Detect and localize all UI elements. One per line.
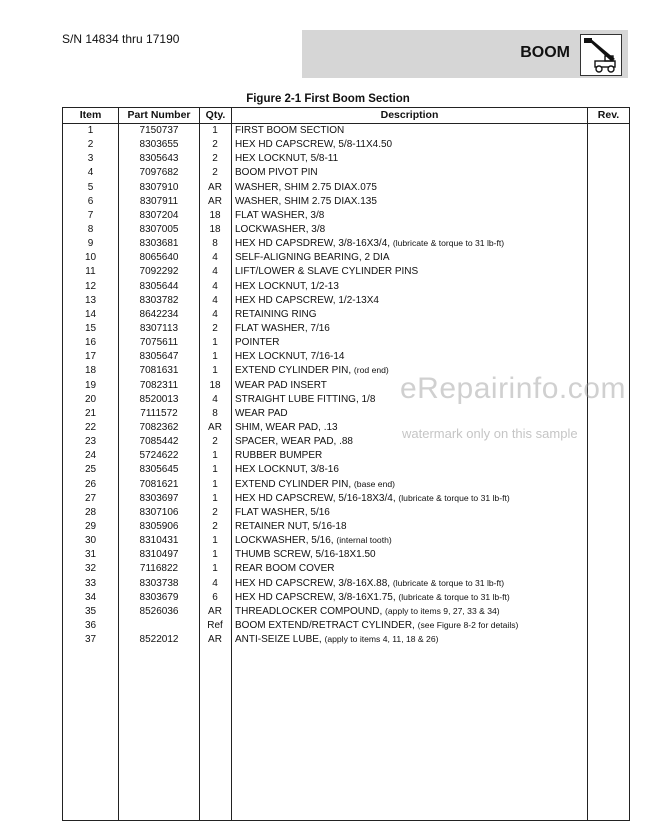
description-text: FIRST BOOM SECTION	[235, 125, 345, 136]
description-note: (apply to items 4, 11, 18 & 26)	[324, 634, 439, 645]
description-text: HEX LOCKNUT, 5/8-11	[235, 153, 339, 165]
description-text: RUBBER BUMPER	[235, 450, 323, 462]
description	[235, 224, 585, 235]
description	[235, 167, 585, 178]
item-number: 28	[84, 506, 97, 518]
part-number: 8522012	[139, 634, 179, 646]
description-text: HEX HD CAPSCREW, 5/8-11X4.50	[235, 139, 393, 151]
part-number: 7097682	[139, 167, 179, 179]
item-number: 36	[84, 619, 97, 631]
part-number: 7111572	[140, 407, 178, 419]
description-note: (lubricate & torque to 31 lb-ft)	[392, 238, 505, 249]
description	[235, 351, 585, 362]
table-row	[63, 252, 629, 266]
table-row	[63, 563, 629, 577]
quantity: AR	[208, 195, 222, 207]
item-number: 15	[84, 322, 97, 334]
part-number: 8526036	[139, 605, 179, 617]
table-row	[63, 224, 629, 238]
part-number: 7082362	[139, 421, 179, 433]
description-text: HEX HD CAPSCREW, 3/8-16X1.75,	[235, 591, 399, 603]
quantity: 18	[209, 223, 221, 235]
description	[235, 408, 585, 419]
part-number: 8307106	[139, 506, 179, 518]
table-row	[63, 153, 629, 167]
quantity: 4	[212, 577, 218, 589]
description-text: FLAT WASHER, 3/8	[235, 209, 325, 221]
table-row	[63, 479, 629, 493]
quantity: 1	[212, 535, 218, 547]
table-row	[63, 606, 629, 620]
description-text: RETAINING RING	[235, 308, 317, 320]
description-note: (base end)	[353, 478, 396, 489]
item-number: 16	[84, 337, 97, 349]
item-number: 11	[85, 266, 96, 278]
description	[235, 592, 585, 603]
description	[235, 252, 585, 263]
parts-table	[62, 107, 630, 821]
description-note: (rod end)	[353, 365, 389, 376]
description-text: HEX HD CAPSDREW, 3/8-16X3/4,	[235, 238, 393, 250]
quantity: 1	[212, 351, 218, 363]
item-number: 4	[87, 167, 94, 179]
table-row	[63, 139, 629, 153]
quantity: 1	[212, 549, 218, 561]
part-number: 7150737	[139, 125, 179, 136]
quantity: 8	[212, 407, 218, 419]
header-description: Description	[380, 109, 439, 121]
table-row	[63, 337, 629, 351]
description-text: RETAINER NUT, 5/16-18	[235, 520, 347, 532]
description-text: SELF-ALIGNING BEARING, 2 DIA	[235, 252, 390, 264]
quantity: 1	[212, 337, 218, 349]
table-row	[63, 266, 629, 280]
item-number: 19	[84, 379, 97, 391]
item-number: 25	[84, 464, 97, 476]
description-text: HEX LOCKNUT, 7/16-14	[235, 351, 345, 363]
description-note: (internal tooth)	[336, 535, 392, 546]
description	[235, 309, 585, 320]
description	[235, 323, 585, 334]
part-number: 7085442	[139, 436, 179, 448]
description	[235, 563, 585, 574]
item-number: 18	[84, 365, 97, 377]
quantity: AR	[208, 421, 222, 433]
description-text: LIFT/LOWER & SLAVE CYLINDER PINS	[235, 266, 419, 278]
quantity: AR	[208, 634, 222, 646]
description-text: POINTER	[235, 337, 280, 349]
description-note: (lubricate & torque to 31 lb-ft)	[398, 591, 510, 602]
description	[235, 620, 585, 631]
item-number: 26	[84, 478, 97, 490]
table-row	[63, 549, 629, 563]
quantity: 1	[212, 492, 218, 504]
description-text: HEX LOCKNUT, 3/8-16	[235, 464, 339, 476]
table-header	[63, 108, 629, 124]
section-header	[302, 30, 628, 78]
quantity: 1	[212, 365, 218, 377]
item-number: 17	[84, 351, 97, 363]
item-number: 20	[84, 393, 97, 405]
item-number: 32	[84, 563, 97, 575]
description-text: HEX HD CAPSCREW, 5/16-18X3/4,	[235, 492, 399, 504]
quantity: 1	[212, 125, 218, 136]
description-note: (see Figure 8-2 for details)	[417, 619, 519, 630]
table-row	[63, 167, 629, 181]
description	[235, 634, 585, 645]
item-number: 31	[84, 549, 97, 561]
item-number: 3	[87, 153, 94, 165]
quantity: 2	[212, 520, 218, 532]
item-number: 35	[84, 605, 97, 617]
quantity: 1	[212, 464, 218, 476]
part-number: 8305643	[139, 153, 179, 165]
description	[235, 507, 585, 518]
item-number: 37	[84, 634, 97, 646]
part-number: 7081631	[139, 365, 179, 377]
item-number: 7	[87, 209, 94, 221]
part-number: 8305647	[139, 351, 179, 363]
quantity: 2	[212, 139, 218, 151]
part-number: 8307910	[139, 181, 179, 193]
part-number: 8307005	[139, 223, 179, 235]
description	[235, 549, 585, 560]
part-number: 8303679	[139, 591, 179, 603]
description	[235, 464, 585, 475]
item-number: 9	[87, 238, 94, 250]
quantity: 1	[212, 478, 218, 490]
quantity: AR	[208, 605, 222, 617]
item-number: 13	[84, 294, 97, 306]
quantity: 18	[209, 209, 221, 221]
item-number: 33	[84, 577, 97, 589]
quantity: 2	[212, 153, 218, 165]
part-number: 7081621	[139, 478, 179, 490]
description-text: WEAR PAD	[235, 407, 288, 419]
part-number: 8065640	[139, 252, 179, 264]
description-text: STRAIGHT LUBE FITTING, 1/8	[235, 393, 376, 405]
item-number: 23	[84, 436, 97, 448]
quantity: 18	[209, 379, 221, 391]
part-number: 8303738	[139, 577, 179, 589]
table-row	[63, 493, 629, 507]
quantity: Ref	[207, 619, 223, 631]
header-part-number: Part Number	[127, 109, 191, 121]
header-rev: Rev.	[597, 109, 620, 121]
table-row	[63, 521, 629, 535]
description	[235, 281, 585, 292]
description-text: WASHER, SHIM 2.75 DIAX.075	[235, 181, 377, 193]
description-text: HEX HD CAPSCREW, 3/8-16X.88,	[235, 577, 393, 589]
description	[235, 493, 585, 504]
description-note: (apply to items 9, 27, 33 & 34)	[385, 605, 500, 616]
description	[235, 450, 585, 461]
item-number: 10	[84, 252, 97, 264]
quantity: 2	[212, 167, 218, 179]
item-number: 12	[84, 280, 97, 292]
description	[235, 578, 585, 589]
part-number: 8310431	[139, 535, 179, 547]
description-text: THUMB SCREW, 5/16-18X1.50	[235, 549, 376, 561]
quantity: 2	[212, 436, 218, 448]
table-row	[63, 535, 629, 549]
table-row	[63, 351, 629, 365]
description-text: WASHER, SHIM 2.75 DIAX.135	[235, 195, 377, 207]
description-text: SPACER, WEAR PAD, .88	[235, 436, 353, 448]
quantity: 4	[212, 266, 218, 278]
description	[235, 238, 585, 249]
part-number: 7092292	[139, 266, 179, 278]
description-text: ANTI-SEIZE LUBE,	[235, 634, 325, 646]
item-number: 27	[84, 492, 97, 504]
description-text: BOOM PIVOT PIN	[235, 167, 318, 179]
part-number: 8303697	[139, 492, 179, 504]
figure-title: Figure 2-1 First Boom Section	[246, 93, 410, 105]
item-number: 14	[84, 308, 97, 320]
table-row	[63, 182, 629, 196]
description	[235, 182, 585, 193]
table-row	[63, 450, 629, 464]
section-title: BOOM	[520, 44, 570, 61]
part-number: 8307204	[139, 209, 179, 221]
description-note: (lubricate & torque to 31 lb-ft)	[392, 577, 505, 588]
item-number: 5	[87, 181, 94, 193]
description-text: EXTEND CYLINDER PIN,	[235, 478, 354, 490]
description-text: BOOM EXTEND/RETRACT CYLINDER,	[235, 619, 418, 631]
part-number: 8642234	[139, 308, 179, 320]
quantity: 4	[212, 393, 218, 405]
table-row	[63, 125, 629, 139]
item-number: 1	[87, 125, 94, 136]
description	[235, 535, 585, 546]
boom-lift-icon	[580, 34, 622, 76]
watermark-subtitle: watermark only on this sample	[402, 426, 578, 441]
part-number: 8305906	[139, 520, 179, 532]
description-text: EXTEND CYLINDER PIN,	[235, 365, 354, 377]
quantity: 6	[212, 591, 218, 603]
part-number: 8303655	[139, 139, 179, 151]
item-number: 29	[84, 520, 97, 532]
header-item: Item	[79, 109, 102, 121]
description	[235, 295, 585, 306]
part-number: 8305645	[139, 464, 179, 476]
description	[235, 479, 585, 490]
description	[235, 196, 585, 207]
description-text: FLAT WASHER, 7/16	[235, 322, 330, 334]
part-number: 7116822	[139, 563, 179, 575]
item-number: 8	[87, 223, 94, 235]
description-text: WEAR PAD INSERT	[235, 379, 327, 391]
description	[235, 139, 585, 150]
description	[235, 153, 585, 164]
table-row	[63, 309, 629, 323]
part-number: 8307113	[139, 322, 179, 334]
quantity: 1	[212, 563, 218, 575]
serial-range: S/N 14834 thru 17190	[62, 32, 180, 46]
part-number: 8305644	[139, 280, 179, 292]
description-text: LOCKWASHER, 5/16,	[235, 535, 337, 547]
part-number: 8303782	[139, 294, 179, 306]
quantity: 2	[212, 322, 218, 334]
quantity: 4	[212, 252, 218, 264]
part-number: 7082311	[139, 379, 179, 391]
table-row	[63, 210, 629, 224]
item-number: 24	[84, 450, 97, 462]
description	[235, 266, 585, 277]
quantity: 4	[212, 308, 218, 320]
item-number: 21	[84, 407, 97, 419]
table-row	[63, 238, 629, 252]
description-text: LOCKWASHER, 3/8	[235, 223, 326, 235]
table-row	[63, 295, 629, 309]
description	[235, 210, 585, 221]
watermark-brand: eRepairinfo.com	[400, 372, 626, 405]
table-row	[63, 507, 629, 521]
part-number: 8307911	[139, 195, 179, 207]
description-note: (lubricate & torque to 31 lb-ft)	[398, 492, 510, 503]
description	[235, 521, 585, 532]
header-qty: Qty.	[205, 109, 226, 121]
part-number: 7075611	[139, 337, 179, 349]
part-number: 8310497	[139, 549, 179, 561]
item-number: 34	[84, 591, 97, 603]
table-row	[63, 323, 629, 337]
table-row	[63, 196, 629, 210]
table-row	[63, 578, 629, 592]
part-number: 8303681	[139, 238, 179, 250]
quantity: 1	[212, 450, 218, 462]
table-row	[63, 620, 629, 634]
description-text: REAR BOOM COVER	[235, 563, 335, 575]
part-number: 5724622	[139, 450, 179, 462]
description-text: FLAT WASHER, 5/16	[235, 506, 330, 518]
quantity: 2	[212, 506, 218, 518]
item-number: 6	[87, 195, 94, 207]
item-number: 30	[84, 535, 97, 547]
quantity: 8	[212, 238, 218, 250]
table-row	[63, 464, 629, 478]
description-text: SHIM, WEAR PAD, .13	[235, 421, 338, 433]
item-number: 2	[87, 139, 94, 151]
part-number: 8520013	[139, 393, 179, 405]
table-row	[63, 592, 629, 606]
quantity: AR	[208, 181, 222, 193]
table-row	[63, 408, 629, 422]
description	[235, 337, 585, 348]
table-row	[63, 281, 629, 295]
description	[235, 125, 585, 136]
quantity: 4	[212, 280, 218, 292]
table-row	[63, 634, 629, 648]
description	[235, 606, 585, 617]
item-number: 22	[84, 421, 97, 433]
description-text: HEX HD CAPSCREW, 1/2-13X4	[235, 294, 379, 306]
description-text: HEX LOCKNUT, 1/2-13	[235, 280, 339, 292]
description-text: THREADLOCKER COMPOUND,	[235, 605, 386, 617]
quantity: 4	[212, 294, 218, 306]
